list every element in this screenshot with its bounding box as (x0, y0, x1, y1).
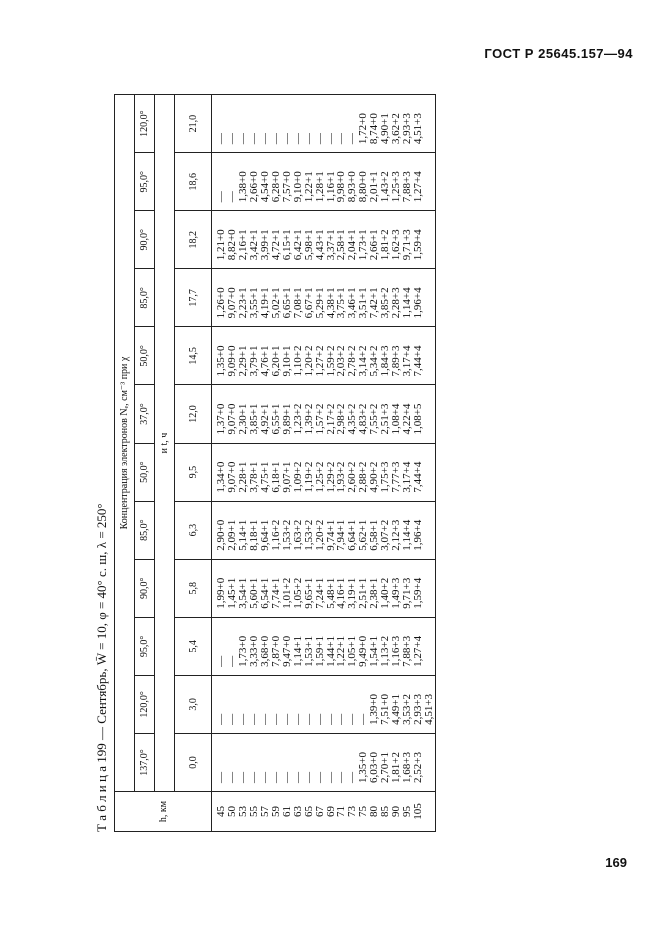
t-header-3: 5,8 (175, 559, 212, 617)
value-column-6: 1,37+0 9,07+0 2,30+1 3,85+1 4,92+1 6,55+1 9,89+1 1,23+2 1,39+2 1,57+2 2,17+2 2,98+2 4,35+2 4,83+2 7,55+2 2,51+3 1,08+4 4,22+4 1,08+5 (212, 385, 436, 443)
chi-header-2: 95,0° (135, 617, 155, 675)
t-header-1: 3,0 (175, 675, 212, 733)
chi-header-row (135, 95, 155, 832)
t-header-7: 14,5 (175, 327, 212, 385)
value-column-11: — — — — — — — — — — — — — 1,72+0 8,74+0 4,90+1 3,62+2 2,93+3 4,51+3 (212, 95, 436, 153)
table-body-row (212, 95, 436, 832)
chi-header-9: 90,0° (135, 211, 155, 269)
value-column-1: — — — — — — — — — — — — — — 1,39+0 7,51+0 4,49+1 3,53+2 2,93+3 4,51+3 (212, 675, 436, 733)
t-header-10: 18,6 (175, 153, 212, 211)
chi-header-1: 120,0° (135, 675, 155, 733)
chi-header-8: 85,0° (135, 269, 155, 327)
chi-header-3: 90,0° (135, 559, 155, 617)
chi-header-0: 137,0° (135, 733, 155, 791)
chi-header-5: 50,0° (135, 443, 155, 501)
value-column-9: 1,21+0 8,82+0 2,16+1 3,42+1 3,99+1 4,72+1 6,15+1 6,42+1 5,98+1 4,43+1 3,37+1 2,58+1 2,04+1 1,73+1 2,66+1 1,81+2 1,62+3 9,71+3 1,59+4 (212, 211, 436, 269)
electron-concentration-table (114, 94, 436, 832)
t-header-8: 17,7 (175, 269, 212, 327)
page-number: 169 (605, 855, 627, 870)
t-header-11: 21,0 (175, 95, 212, 153)
t-header-2: 5,4 (175, 617, 212, 675)
value-column-10: — — 1,38+0 2,66+0 4,54+0 6,28+0 7,57+0 9,10+0 1,22+1 1,28+1 1,16+1 9,98+0 8,93+0 8,80+0 2,01+1 1,43+2 1,25+3 7,88+3 1,27+4 (212, 153, 436, 211)
t-header-0: 0,0 (175, 733, 212, 791)
gost-header: ГОСТ Р 25645.157—94 (484, 46, 633, 61)
h-header: h, км (115, 792, 212, 832)
group-header: Концентрация электронов Nₑ, см⁻³ при χ (115, 95, 135, 792)
chi-header-10: 95,0° (135, 153, 155, 211)
value-column-2: — — 1,73+0 3,33+0 3,68+0 7,87+0 9,47+0 1,14+1 1,53+1 1,59+1 1,44+1 1,22+1 1,05+1 9,49+0 1,54+1 1,13+2 1,16+3 7,88+3 1,27+4 (212, 617, 436, 675)
value-column-5: 1,34+0 9,07+0 2,28+1 3,78+1 4,75+1 6,18+1 9,07+1 1,09+2 1,19+2 1,25+2 1,29+2 1,93+2 2,60+2 2,88+2 4,90+2 1,75+3 7,77+3 3,17+4 7,44+4 (212, 443, 436, 501)
chi-header-7: 50,0° (135, 327, 155, 385)
t-header-row (175, 95, 212, 832)
time-header: и t, ч (155, 95, 175, 792)
t-header-9: 18,2 (175, 211, 212, 269)
value-column-7: 1,35+0 9,09+0 2,29+1 3,79+1 4,76+1 6,20+1 9,10+1 1,10+2 1,20+2 1,27+2 1,59+2 2,03+2 2,78+2 3,14+2 5,34+2 1,84+3 7,89+3 3,17+4 7,44+4 (212, 327, 436, 385)
value-column-4: 2,90+0 2,09+1 5,14+1 8,18+1 9,64+1 1,16+2 1,53+2 1,63+2 1,53+2 1,20+2 9,74+1 7,94+1 6,64+1 5,62+1 6,58+1 3,07+2 2,12+3 1,14+4 1,96+4 (212, 501, 436, 559)
t-header-5: 9,5 (175, 443, 212, 501)
value-column-8: 1,26+0 9,07+0 2,23+1 3,55+1 4,19+1 5,02+1 6,65+1 7,08+1 6,67+1 5,29+1 4,38+1 3,75+1 3,46+1 3,51+1 7,42+1 3,85+2 2,28+3 1,14+4 1,96+4 (212, 269, 436, 327)
value-column-3: 1,99+0 1,45+1 3,54+1 5,60+1 6,54+1 7,74+1 1,01+2 1,05+2 9,65+1 7,24+1 5,48+1 4,16+1 3,19+1 2,51+1 2,38+1 1,40+2 1,49+3 9,71+3 1,59+4 (212, 559, 436, 617)
table-caption: Т а б л и ц а 199 — Сентябрь, W̄ = 10, φ = 40° с. ш, λ = 250° (94, 503, 109, 832)
t-header-6: 12,0 (175, 385, 212, 443)
chi-header-6: 37,0° (135, 385, 155, 443)
h-values: 45 50 53 55 57 59 61 63 65 67 69 71 73 75 80 85 90 95 105 (212, 792, 436, 832)
value-column-0: — — — — — — — — — — — — — 1,35+0 6,03+0 2,70+1 1,81+2 1,68+3 2,52+3 (212, 733, 436, 791)
chi-header-4: 85,0° (135, 501, 155, 559)
t-header-4: 6,3 (175, 501, 212, 559)
chi-header-11: 120,0° (135, 95, 155, 153)
rotated-table-region (92, 92, 512, 832)
